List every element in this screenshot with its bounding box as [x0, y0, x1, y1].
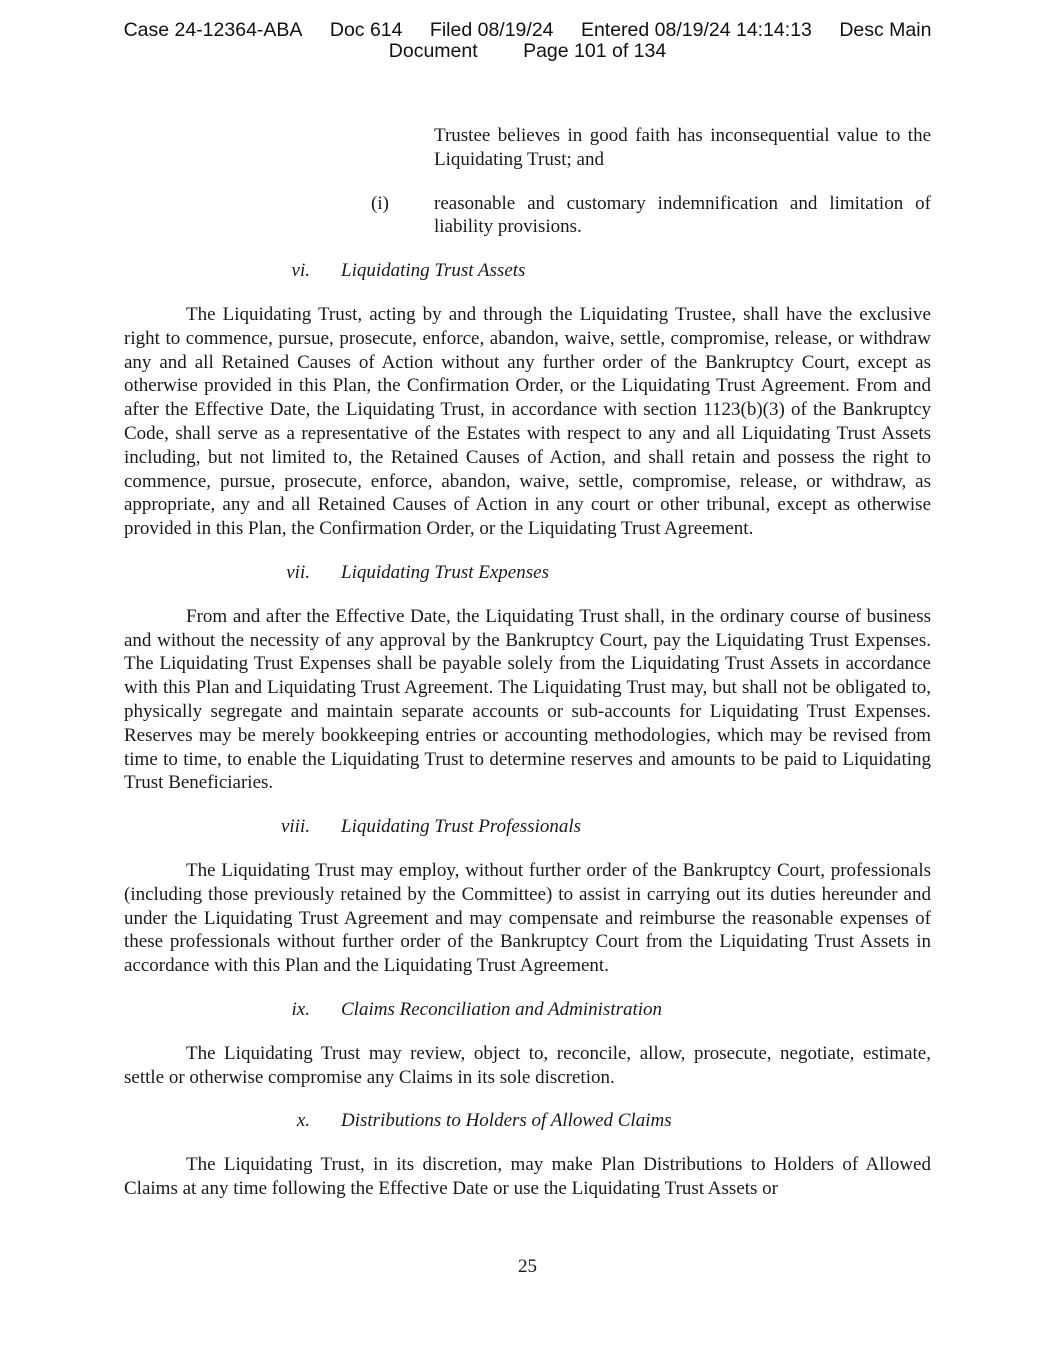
section-paragraph-vi: The Liquidating Trust, acting by and through the Liquidating Trustee, shall have the exclusive right to commence, pursue, prosecute, enforce, abandon, waive, settle, compromise, release, or withdraw any and all Retained Causes of Action without any further order of the Bankruptcy Court, except as otherwise provided in this Plan, the Confirmation Order, or the Liquidating Trust Agreement. From and after the Effective Date, the Liquidating Trust, in accordance with section 1123(b)(3) of the Bankruptcy Code, shall serve as a representative of the Estates with respect to any and all Liquidating Trust Assets including, but not limited to, the Retained Causes of Action, and shall retain and possess the right to commence, pursue, prosecute, enforce, abandon, waive, settle, compromise, release, or withdraw, as appropriate, any and all Retained Causes of Action in any court or other tribunal, except as otherwise provided in this Plan, the Confirmation Order, or the Liquidating Trust Agreement.	[124, 303, 931, 540]
section-paragraph-ix: The Liquidating Trust may review, object to, reconcile, allow, prosecute, negotiate, estimate, settle or otherwise compromise any Claims in its sole discretion.	[124, 1042, 931, 1088]
section-number: viii.	[280, 816, 310, 838]
section-paragraph-x: The Liquidating Trust, in its discretion, may make Plan Distributions to Holders of Allowed Claims at any time following the Effective Date or use the Liquidating Trust Assets or	[124, 1154, 931, 1199]
section-paragraph-viii: The Liquidating Trust may employ, without further order of the Bankruptcy Court, professionals (including those previously retained by the Committee) to assist in carrying out its duties hereunder and under the Liquidating Trust Agreement and may compensate and reimburse the reasonable expenses of these professionals without further order of the Bankruptcy Court from the Liquidating Trust Assets in accordance with this Plan and the Liquidating Trust Agreement.	[124, 859, 931, 977]
sub-item-number: (i)	[371, 192, 389, 214]
section-heading-vi	[124, 259, 931, 283]
section-number: x.	[296, 1110, 310, 1132]
continuation-text: Trustee believes in good faith has inconsequential value to the Liquidating Trust; and	[434, 125, 931, 170]
sub-item-text: reasonable and customary indemnification and limitation of liability provisions.	[434, 192, 931, 238]
document-body	[124, 124, 931, 1201]
section-title: Claims Reconciliation and Administration	[341, 998, 663, 1020]
section-number: vi.	[291, 260, 310, 282]
section-number: ix.	[291, 998, 310, 1020]
filed-date: Filed 08/19/24	[429, 19, 554, 41]
page-count: Page 101 of 134	[523, 40, 667, 62]
entered-date: Entered 08/19/24 14:14:13	[580, 19, 812, 41]
section-heading-x	[124, 1109, 931, 1133]
section-heading-ix	[124, 998, 931, 1022]
section-heading-vii	[124, 561, 931, 585]
section-title: Liquidating Trust Professionals	[341, 816, 582, 838]
section-title: Liquidating Trust Assets	[341, 260, 526, 282]
section-title: Liquidating Trust Expenses	[341, 561, 549, 583]
section-number: vii.	[286, 561, 310, 583]
document-label: Document	[388, 40, 478, 62]
filing-header-line1	[0, 20, 1055, 41]
filing-header-line2	[0, 41, 1055, 62]
sub-item-i	[124, 192, 931, 240]
filing-header	[0, 20, 1055, 62]
section-paragraph-vii: From and after the Effective Date, the Liquidating Trust shall, in the ordinary course of business and without the necessity of any approval by the Bankruptcy Court, pay the Liquidating Trust Expenses. The Liquidating Trust Expenses shall be payable solely from the Liquidating Trust Assets in accordance with this Plan and Liquidating Trust Agreement. The Liquidating Trust may, but shall not be obligated to, physically segregate and maintain separate accounts or sub-accounts for Liquidating Trust Expenses. Reserves may be merely bookkeeping entries or accounting methodologies, which may be revised from time to time, to enable the Liquidating Trust to determine reserves and amounts to be paid to Liquidating Trust Beneficiaries.	[124, 605, 931, 794]
desc-label: Desc Main	[839, 19, 932, 41]
case-number: Case 24-12364-ABA	[123, 19, 303, 41]
section-heading-viii	[124, 815, 931, 839]
section-title: Distributions to Holders of Allowed Claims	[341, 1110, 672, 1132]
page-number: 25	[518, 1256, 537, 1277]
doc-number: Doc 614	[329, 19, 403, 41]
